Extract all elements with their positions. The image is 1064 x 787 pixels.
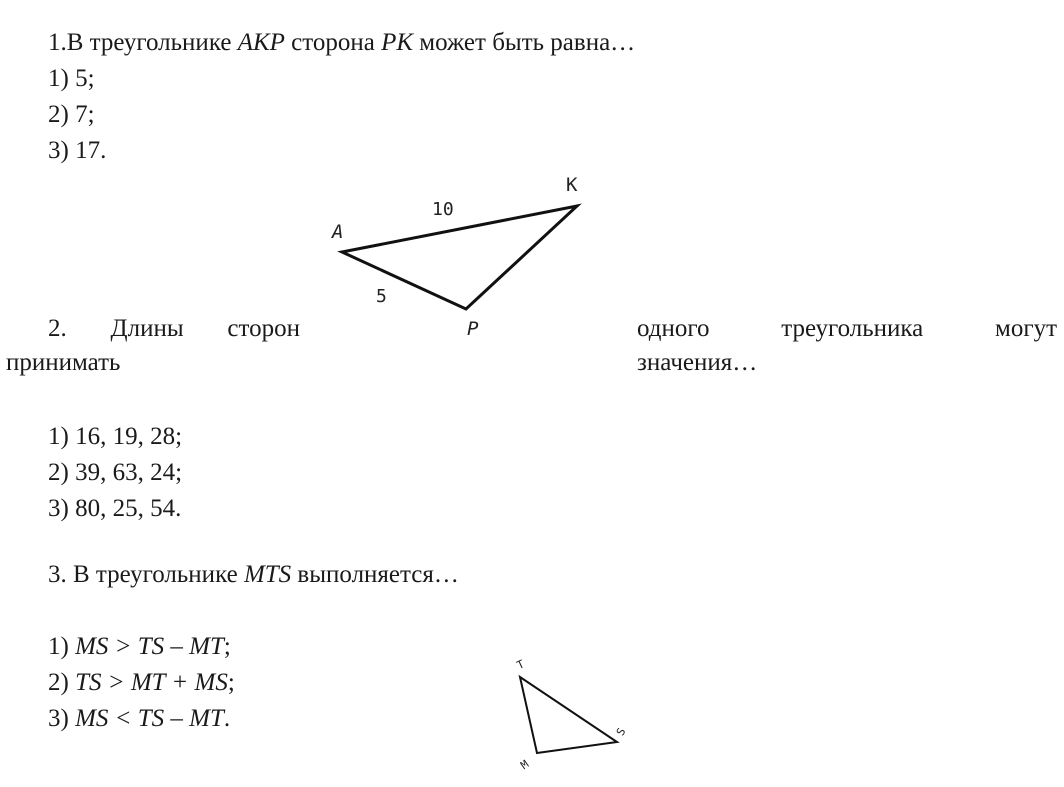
- q3-option-1: [48, 630, 231, 664]
- q2-option-1: 1) 16, 19, 28;: [48, 423, 183, 450]
- q3-option-3-expr: MS < TS – MT: [75, 705, 224, 732]
- q3-option-3-num: 3): [48, 705, 76, 732]
- q3-option-2-num: 2): [48, 669, 76, 696]
- q2-right-bottom: значения…: [637, 349, 758, 376]
- side-ak-label: 10: [432, 199, 454, 220]
- vertex-k-label: K: [566, 174, 578, 196]
- vertex-s-label: S: [613, 725, 629, 738]
- q1-suffix: может быть равна…: [413, 29, 636, 56]
- q1-side-name: PK: [381, 29, 414, 56]
- q3-option-1-expr: MS > TS – MT: [75, 633, 224, 660]
- vertex-p-label: P: [467, 318, 479, 340]
- q3-option-3: [48, 702, 230, 736]
- q3-suffix: выполняется…: [291, 561, 459, 588]
- vertex-t-label: T: [514, 657, 527, 673]
- vertex-m-label: M: [518, 757, 532, 773]
- q3-option-1-end: ;: [223, 633, 231, 660]
- q3-triangle-name: MTS: [243, 561, 292, 588]
- q2-option-3: 3) 80, 25, 54.: [48, 495, 182, 522]
- q1-option-1: 1) 5;: [48, 65, 95, 92]
- q3-option-2: [48, 666, 235, 700]
- q3-option-2-expr: TS > MT + MS: [75, 669, 228, 696]
- q3-prefix: 3. В треугольнике: [48, 561, 244, 588]
- q2-right-top: одного треугольника могут: [637, 315, 1057, 342]
- q2-option-2: 2) 39, 63, 24;: [48, 459, 183, 486]
- q1-triangle-name: AKP: [237, 29, 285, 56]
- q1-middle: сторона: [284, 29, 382, 56]
- side-ap-label: 5: [376, 286, 387, 307]
- q1-title: [48, 26, 635, 60]
- q1-option-2: 2) 7;: [48, 101, 95, 128]
- q2-left-top: 2. Длины сторон: [48, 315, 300, 342]
- q2-left-bottom: принимать: [6, 349, 121, 376]
- q1-prefix: 1.В треугольнике: [48, 29, 238, 56]
- q3-option-3-end: .: [223, 705, 231, 732]
- q3-title: [48, 558, 459, 592]
- q1-option-3: 3) 17.: [48, 137, 107, 164]
- q3-option-1-num: 1): [48, 633, 76, 660]
- triangle-mts-figure: [505, 650, 645, 780]
- triangle-akp-figure: [300, 160, 620, 360]
- vertex-a-label: A: [332, 221, 344, 243]
- q3-option-2-end: ;: [227, 669, 235, 696]
- triangle-mts-shape: [520, 677, 617, 753]
